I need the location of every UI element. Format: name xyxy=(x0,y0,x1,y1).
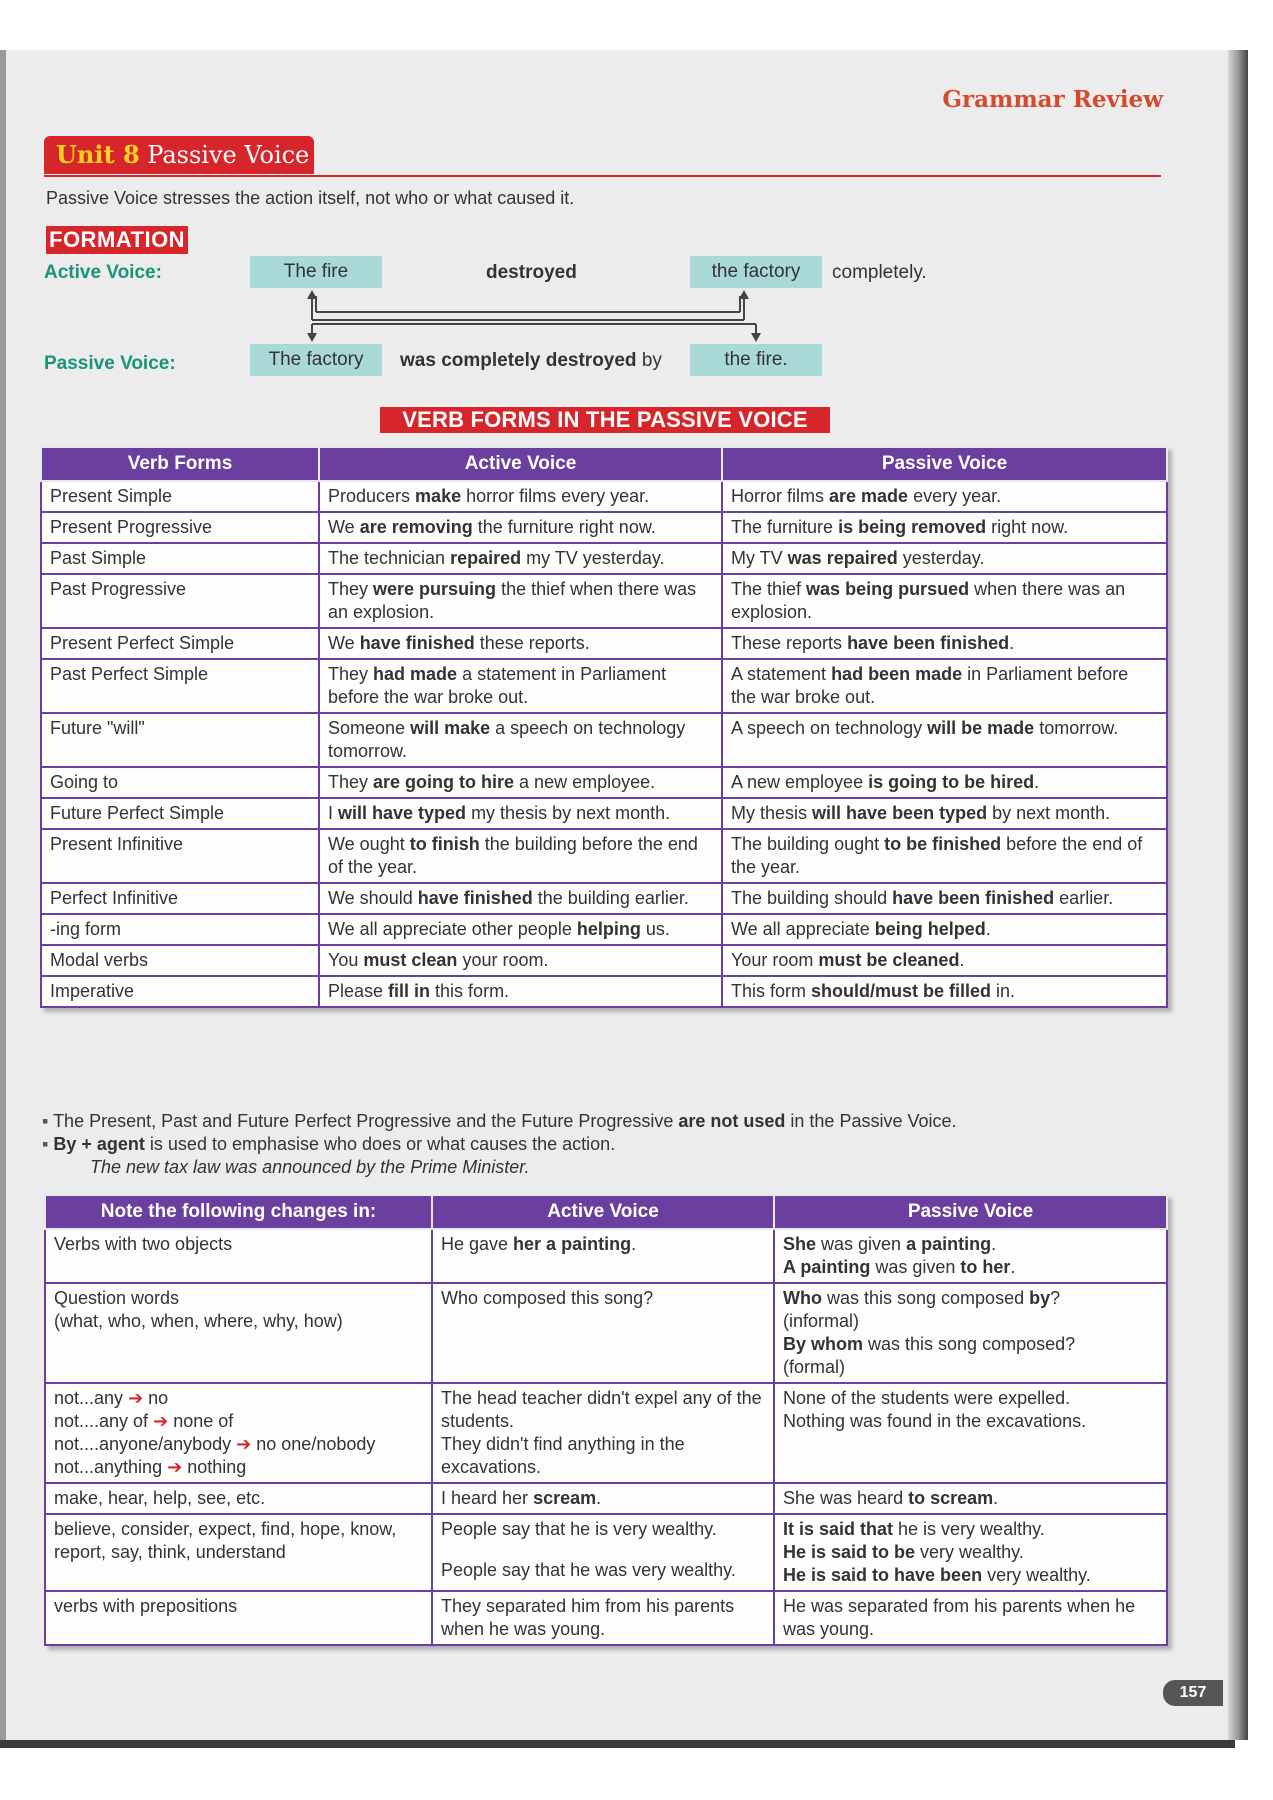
active-voice-label: Active Voice: xyxy=(44,262,162,283)
cell-line xyxy=(783,1356,1158,1379)
text-segment: is going to be hired xyxy=(868,772,1035,792)
changes-table-header xyxy=(45,1195,1167,1229)
passive-voice-cell xyxy=(722,945,1167,976)
verb-form-cell xyxy=(41,574,319,628)
passive-voice-cell xyxy=(722,976,1167,1007)
text-segment: make xyxy=(415,486,462,506)
text-segment: The building ought xyxy=(731,834,885,854)
active-voice-cell xyxy=(319,481,722,512)
text-segment: a speech on technology tomorrow. xyxy=(328,718,686,761)
text-segment: this form. xyxy=(430,981,510,1001)
active-voice-cell xyxy=(319,914,722,945)
topic-line: (what, who, when, where, why, how) xyxy=(54,1311,343,1331)
text-segment: very wealthy. xyxy=(982,1565,1091,1585)
text-segment: I heard her xyxy=(441,1488,534,1508)
text-segment: I xyxy=(328,803,339,823)
verb-form: Present Perfect Simple xyxy=(50,633,235,653)
passive-voice-cell xyxy=(722,628,1167,659)
text-segment: will be made xyxy=(927,718,1035,738)
text-segment: he is very wealthy. xyxy=(893,1519,1045,1539)
table-row xyxy=(41,659,1167,713)
text-segment: Producers xyxy=(328,486,416,506)
text-segment: by xyxy=(1029,1288,1051,1308)
text-segment: these reports. xyxy=(474,633,590,653)
text-segment: This form xyxy=(731,981,812,1001)
change-active-cell xyxy=(432,1383,774,1483)
table-row xyxy=(41,914,1167,945)
text-segment: We all appreciate xyxy=(731,919,875,939)
table-row xyxy=(45,1283,1167,1383)
cell-line xyxy=(783,1233,1158,1256)
active-voice-cell xyxy=(319,659,722,713)
text-segment: before the end of the year. xyxy=(731,834,1143,877)
verb-form-cell xyxy=(41,767,319,798)
passive-voice-cell xyxy=(722,798,1167,829)
cell-line xyxy=(783,1541,1158,1564)
verb-forms-table xyxy=(40,446,1168,1008)
passive-agent-box: the fire. xyxy=(690,344,822,376)
passive-subject-box: The factory xyxy=(250,344,382,376)
header-passive-voice: Passive Voice xyxy=(722,447,1167,481)
verb-form-cell xyxy=(41,543,319,574)
active-voice-cell xyxy=(319,798,722,829)
text-segment: was this song composed? xyxy=(863,1334,1076,1354)
cell-line xyxy=(783,1518,1158,1541)
text-segment: . xyxy=(1010,1257,1016,1277)
change-passive-cell xyxy=(774,1283,1167,1383)
change-topic-cell xyxy=(45,1383,432,1483)
text-segment: was being pursued xyxy=(806,579,970,599)
text-segment: helping xyxy=(576,919,641,939)
verb-form: Past Simple xyxy=(50,548,147,568)
topic-line: Verbs with two objects xyxy=(54,1234,233,1254)
passive-by: by xyxy=(641,350,662,371)
topic-from: not....any of xyxy=(54,1411,149,1431)
topic-from: not...any xyxy=(54,1388,124,1408)
verb-form: Going to xyxy=(50,772,119,792)
text-segment: . xyxy=(959,950,965,970)
verb-form: Imperative xyxy=(50,981,135,1001)
change-passive-cell xyxy=(774,1383,1167,1483)
text-segment: earlier. xyxy=(1054,888,1114,908)
text-segment: the thief when there was an explosion. xyxy=(328,579,697,622)
topic-line: believe, consider, expect, find, hope, know, report, say, think, understand xyxy=(54,1519,397,1562)
passive-voice-cell xyxy=(722,574,1167,628)
cell-line xyxy=(783,1256,1158,1279)
active-voice-cell xyxy=(319,829,722,883)
change-topic-cell xyxy=(45,1591,432,1645)
active-line: The head teacher didn't expel any of the students. xyxy=(441,1388,762,1431)
table-row xyxy=(41,945,1167,976)
text-segment: very wealthy. xyxy=(915,1542,1024,1562)
note1-a: The Present, Past and Future Perfect Progressive and the Future Progressive xyxy=(53,1111,679,1131)
text-segment: was given xyxy=(816,1234,907,1254)
text-segment: my TV yesterday. xyxy=(521,548,665,568)
topic-arrow-line xyxy=(54,1433,423,1456)
active-line: People say that he is very wealthy. xyxy=(441,1519,717,1539)
table-row xyxy=(41,798,1167,829)
text-segment: My thesis xyxy=(731,803,813,823)
cell-line xyxy=(783,1287,1158,1310)
verb-form-cell xyxy=(41,481,319,512)
verb-form-cell xyxy=(41,883,319,914)
text-segment: ? xyxy=(1050,1288,1061,1308)
text-segment: . xyxy=(993,1488,999,1508)
formation-arrows xyxy=(0,0,1273,400)
text-segment: They xyxy=(328,772,374,792)
active-voice-cell xyxy=(319,628,722,659)
header-changes-passive: Passive Voice xyxy=(774,1195,1167,1229)
cell-line xyxy=(783,1333,1158,1356)
text-segment: us. xyxy=(640,919,670,939)
text-segment: yesterday. xyxy=(897,548,985,568)
text-segment: had been made xyxy=(831,664,963,684)
text-segment: being helped xyxy=(874,919,986,939)
active-line: Who composed this song? xyxy=(441,1288,654,1308)
active-voice-cell xyxy=(319,543,722,574)
verb-form-cell xyxy=(41,914,319,945)
verb-table-header xyxy=(41,447,1167,481)
text-segment: horror films every year. xyxy=(461,486,650,506)
topic-to: no xyxy=(148,1388,169,1408)
verb-form: Modal verbs xyxy=(50,950,149,970)
text-segment: will have typed xyxy=(338,803,467,823)
text-segment: will have been typed xyxy=(812,803,988,823)
change-topic-cell xyxy=(45,1483,432,1514)
unit-number: Unit 8 xyxy=(56,140,140,169)
changes-table xyxy=(44,1194,1168,1646)
text-segment: to be finished xyxy=(884,834,1002,854)
topic-line: make, hear, help, see, etc. xyxy=(54,1488,266,1508)
header-changes-active: Active Voice xyxy=(432,1195,774,1229)
text-segment: These reports xyxy=(731,633,848,653)
topic-to: no one/nobody xyxy=(256,1434,376,1454)
topic-from: not...anything xyxy=(54,1457,163,1477)
table-row xyxy=(41,543,1167,574)
cell-line xyxy=(783,1564,1158,1587)
verb-form-cell xyxy=(41,945,319,976)
verb-form-cell xyxy=(41,798,319,829)
topic-arrow-line xyxy=(54,1456,423,1479)
text-segment: A painting xyxy=(783,1257,871,1277)
active-line: They didn't find anything in the excavations. xyxy=(441,1434,685,1477)
passive-line: He was separated from his parents when he was young. xyxy=(783,1596,1136,1639)
topic-arrow-line xyxy=(54,1410,423,1433)
topic-to: nothing xyxy=(187,1457,247,1477)
text-segment: have finished xyxy=(359,633,475,653)
text-segment: repaired xyxy=(450,548,522,568)
text-segment: Who xyxy=(783,1288,822,1308)
table-row xyxy=(41,767,1167,798)
passive-voice-cell xyxy=(722,829,1167,883)
table-row xyxy=(41,883,1167,914)
text-segment: in. xyxy=(991,981,1016,1001)
text-segment: By whom xyxy=(783,1334,864,1354)
table-row xyxy=(41,628,1167,659)
arrow-down-right xyxy=(751,333,761,342)
topic-line: verbs with prepositions xyxy=(54,1596,238,1616)
text-segment: . xyxy=(1009,633,1015,653)
active-line: People say that he was very wealthy. xyxy=(441,1560,736,1580)
text-segment: We all appreciate other people xyxy=(328,919,577,939)
text-segment: Horror films xyxy=(731,486,829,506)
cell-line xyxy=(783,1487,1158,1510)
note1-c: in the Passive Voice. xyxy=(785,1111,957,1131)
text-segment: have finished xyxy=(417,888,533,908)
verb-form: -ing form xyxy=(50,919,122,939)
verb-form: Future Perfect Simple xyxy=(50,803,225,823)
text-segment: We should xyxy=(328,888,418,908)
change-passive-cell xyxy=(774,1591,1167,1645)
table-row xyxy=(41,976,1167,1007)
table-row xyxy=(41,481,1167,512)
change-active-cell xyxy=(432,1283,774,1383)
arrow-icon: ➔ xyxy=(236,1434,252,1454)
text-segment: are made xyxy=(829,486,909,506)
text-segment: are going to hire xyxy=(373,772,515,792)
arrow-down-left xyxy=(307,333,317,342)
text-segment: We xyxy=(328,517,360,537)
text-segment: is being removed xyxy=(838,517,987,537)
text-segment: We ought xyxy=(328,834,410,854)
intro-text: Passive Voice stresses the action itself, not who or what caused it. xyxy=(46,188,575,208)
text-segment: . xyxy=(1034,772,1040,792)
text-segment: scream xyxy=(533,1488,597,1508)
topic-arrow-line xyxy=(54,1387,423,1410)
page-bottom-edge xyxy=(0,1740,1235,1748)
verb-form-cell xyxy=(41,512,319,543)
passive-line: None of the students were expelled. xyxy=(783,1388,1071,1408)
note1-b: are not used xyxy=(678,1111,786,1131)
page-number: 157 xyxy=(1163,1680,1223,1706)
change-passive-cell xyxy=(774,1483,1167,1514)
text-segment: must be cleaned xyxy=(818,950,960,970)
change-passive-cell xyxy=(774,1229,1167,1283)
text-segment: a statement in Parliament before the war broke out. xyxy=(328,664,667,707)
passive-voice-cell xyxy=(722,543,1167,574)
passive-line: Nothing was found in the excavations. xyxy=(783,1411,1087,1431)
text-segment: were pursuing xyxy=(373,579,497,599)
table-row xyxy=(45,1483,1167,1514)
text-segment: He is said to have been xyxy=(783,1565,983,1585)
text-segment: are removing xyxy=(359,517,473,537)
text-segment: should/must be filled xyxy=(811,981,992,1001)
text-segment: was repaired xyxy=(787,548,898,568)
text-segment: She xyxy=(783,1234,817,1254)
text-segment: (informal) xyxy=(783,1311,860,1331)
change-active-cell xyxy=(432,1229,774,1283)
topic-line: Question words xyxy=(54,1288,180,1308)
text-segment: A statement xyxy=(731,664,832,684)
text-segment: . xyxy=(596,1488,602,1508)
text-segment: to finish xyxy=(409,834,480,854)
text-segment: the building earlier. xyxy=(532,888,689,908)
table-row xyxy=(41,512,1167,543)
passive-voice-cell xyxy=(722,914,1167,945)
change-topic-cell xyxy=(45,1229,432,1283)
text-segment: . xyxy=(991,1234,997,1254)
verb-form: Present Simple xyxy=(50,486,173,506)
header-verb-forms: Verb Forms xyxy=(41,447,319,481)
text-segment: . xyxy=(631,1234,637,1254)
text-segment: The furniture xyxy=(731,517,839,537)
text-segment: must clean xyxy=(363,950,458,970)
passive-verb-text: was completely destroyed xyxy=(400,350,637,371)
arrow-up-right xyxy=(739,290,749,299)
text-segment: She was heard xyxy=(783,1488,909,1508)
verb-form-cell xyxy=(41,628,319,659)
passive-voice-cell xyxy=(722,512,1167,543)
text-segment: tomorrow. xyxy=(1034,718,1119,738)
table-row xyxy=(45,1591,1167,1645)
cell-line xyxy=(783,1310,1158,1333)
text-segment: the furniture right now. xyxy=(472,517,656,537)
active-voice-cell xyxy=(319,883,722,914)
passive-voice-cell xyxy=(722,767,1167,798)
note-example: The new tax law was announced by the Prime Minister. xyxy=(90,1157,530,1177)
text-segment: Please xyxy=(328,981,389,1001)
change-topic-cell xyxy=(45,1514,432,1591)
text-segment: (formal) xyxy=(783,1357,845,1377)
text-segment: We xyxy=(328,633,360,653)
header-changes: Note the following changes in: xyxy=(45,1195,432,1229)
note2-a: By + agent xyxy=(53,1134,145,1154)
arrow-up-left xyxy=(307,290,317,299)
passive-voice-cell xyxy=(722,713,1167,767)
arrow-icon: ➔ xyxy=(167,1457,183,1477)
text-segment: your room. xyxy=(457,950,549,970)
note2-b: is used to emphasise who does or what causes the action. xyxy=(144,1134,616,1154)
text-segment: right now. xyxy=(986,517,1069,537)
note-by-agent: ▪ By + agent is used to emphasise who does or what causes the action. xyxy=(42,1134,616,1154)
section-title: Grammar Review xyxy=(942,86,1163,113)
text-segment: A speech on technology xyxy=(731,718,928,738)
active-voice-cell xyxy=(319,713,722,767)
table-row xyxy=(41,713,1167,767)
note-not-used: ▪ The Present, Past and Future Perfect Progressive and the Future Progressive are not used in the Passive Voice. xyxy=(42,1111,957,1131)
verb-form-cell xyxy=(41,659,319,713)
text-segment: in Parliament before the war broke out. xyxy=(731,664,1129,707)
text-segment: will make xyxy=(410,718,491,738)
topic-from: not....anyone/anybody xyxy=(54,1434,232,1454)
text-segment: The technician xyxy=(328,548,451,568)
text-segment: her a painting xyxy=(513,1234,632,1254)
text-segment: My TV xyxy=(731,548,788,568)
text-segment: the building before the end of the year. xyxy=(328,834,698,877)
formation-label: FORMATION xyxy=(46,226,188,254)
active-voice-cell xyxy=(319,945,722,976)
change-topic-cell xyxy=(45,1283,432,1383)
verb-form: Future "will" xyxy=(50,718,145,738)
text-segment: fill in xyxy=(388,981,431,1001)
notes-block xyxy=(42,1110,957,1179)
text-segment: You xyxy=(328,950,364,970)
text-segment: He is said to be xyxy=(783,1542,916,1562)
table-row xyxy=(45,1229,1167,1283)
text-segment: have been finished xyxy=(892,888,1055,908)
text-segment: to scream xyxy=(908,1488,994,1508)
text-segment: They xyxy=(328,664,374,684)
passive-voice-cell xyxy=(722,883,1167,914)
verb-form-cell xyxy=(41,976,319,1007)
text-segment: Your room xyxy=(731,950,819,970)
text-segment: every year. xyxy=(908,486,1002,506)
text-segment: by next month. xyxy=(987,803,1111,823)
text-segment: my thesis by next month. xyxy=(466,803,671,823)
text-segment: It is said that xyxy=(783,1519,894,1539)
text-segment: A new employee xyxy=(731,772,869,792)
text-segment: was this song composed xyxy=(821,1288,1030,1308)
text-segment: had made xyxy=(373,664,458,684)
verb-form-cell xyxy=(41,713,319,767)
text-segment: was given xyxy=(870,1257,961,1277)
verb-form: Present Infinitive xyxy=(50,834,184,854)
table-row xyxy=(45,1383,1167,1483)
table-row xyxy=(41,574,1167,628)
text-segment: The thief xyxy=(731,579,807,599)
topic-to: none of xyxy=(173,1411,234,1431)
verb-form: Perfect Infinitive xyxy=(50,888,179,908)
text-segment: a painting xyxy=(906,1234,992,1254)
change-active-cell xyxy=(432,1514,774,1591)
text-segment: to her xyxy=(960,1257,1011,1277)
text-segment: when there was an explosion. xyxy=(731,579,1126,622)
change-active-cell xyxy=(432,1591,774,1645)
active-voice-cell xyxy=(319,512,722,543)
change-passive-cell xyxy=(774,1514,1167,1591)
active-verb-text: destroyed xyxy=(486,262,577,283)
text-segment: a new employee. xyxy=(514,772,656,792)
passive-voice-cell xyxy=(722,659,1167,713)
text-segment: The building should xyxy=(731,888,893,908)
text-segment: have been finished xyxy=(847,633,1010,653)
table-row xyxy=(45,1514,1167,1591)
verb-form: Past Perfect Simple xyxy=(50,664,209,684)
text-segment: Someone xyxy=(328,718,411,738)
passive-voice-cell xyxy=(722,481,1167,512)
verb-form: Past Progressive xyxy=(50,579,187,599)
verb-form-cell xyxy=(41,829,319,883)
active-object-box: the factory xyxy=(690,256,822,288)
passive-voice-label: Passive Voice: xyxy=(44,353,176,374)
arrow-icon: ➔ xyxy=(128,1388,144,1408)
verb-forms-banner: VERB FORMS IN THE PASSIVE VOICE xyxy=(380,407,830,433)
active-voice-cell xyxy=(319,976,722,1007)
text-segment: . xyxy=(985,919,991,939)
change-active-cell xyxy=(432,1483,774,1514)
header-active-voice: Active Voice xyxy=(319,447,722,481)
active-adverb: completely. xyxy=(832,262,927,283)
active-line: They separated him from his parents when he was young. xyxy=(441,1596,735,1639)
verb-form: Present Progressive xyxy=(50,517,213,537)
bottom-margin xyxy=(0,1740,1273,1800)
active-voice-cell xyxy=(319,574,722,628)
unit-title: Passive Voice xyxy=(147,141,310,169)
active-subject-box: The fire xyxy=(250,256,382,288)
text-segment: He gave xyxy=(441,1234,514,1254)
text-segment: They xyxy=(328,579,374,599)
arrow-icon: ➔ xyxy=(153,1411,169,1431)
table-row xyxy=(41,829,1167,883)
active-voice-cell xyxy=(319,767,722,798)
